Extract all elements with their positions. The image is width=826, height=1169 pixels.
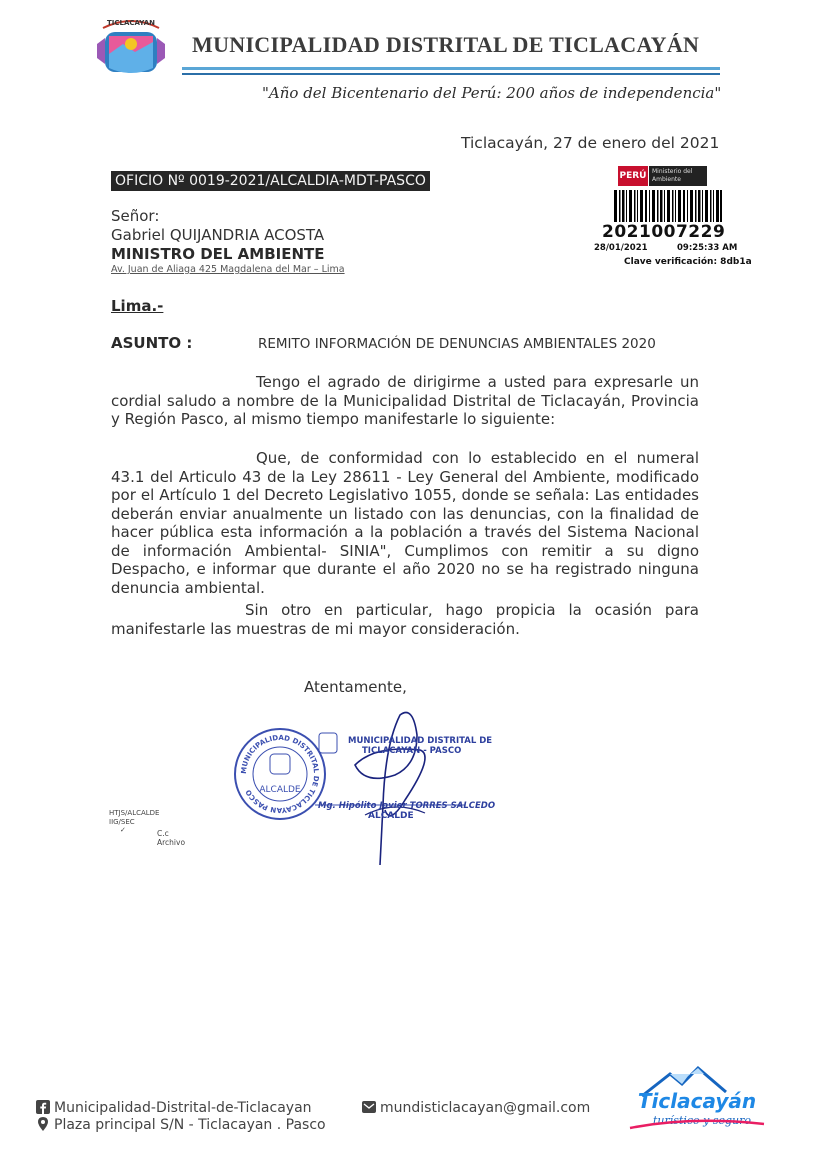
seal-ring-text: MUNICIPALIDAD DISTRITAL DE TICLACAYAN PASCO: [239, 733, 321, 815]
barcode-icon: [614, 190, 722, 222]
registry-number: 2021007229: [602, 222, 726, 242]
signatory-role: ALCALDE: [368, 811, 414, 821]
email-icon: [362, 1100, 376, 1114]
footer-email: [362, 1100, 590, 1116]
greeting: Señor:: [111, 207, 160, 225]
paragraph-closing-text: Sin otro en particular, hago propicia la ocasión para manifestarle las muestras de mi mayor consideración.: [111, 601, 699, 638]
brand-tagline: turístico y seguro: [652, 1114, 752, 1127]
facebook-icon: [36, 1100, 50, 1114]
cc-item: Archivo: [157, 838, 186, 847]
verification-key: Clave verificación: 8db1a: [624, 257, 752, 267]
carbon-copy: [157, 829, 185, 847]
signature-stamp-line2: TICLACAYAN - PASCO: [362, 746, 462, 756]
ministry-logo: Ministerio del Ambiente: [649, 166, 707, 186]
addressee-address: Av. Juan de Aliaga 425 Magdalena del Mar – Lima: [111, 264, 345, 275]
cc-label: C.c: [157, 829, 169, 838]
closing-salutation: Atentamente,: [304, 678, 407, 696]
initials-secretary: IIG/SEC: [109, 818, 135, 826]
paragraph-intro: [111, 373, 699, 429]
oficio-number: OFICIO Nº 0019-2021/ALCALDIA-MDT-PASCO: [111, 171, 430, 191]
header-rule-dark: [182, 73, 720, 75]
letter-date: Ticlacayán, 27 de enero del 2021: [461, 134, 720, 152]
addressee-name: Gabriel QUIJANDRIA ACOSTA: [111, 226, 325, 244]
peru-logo: PERÚ: [618, 166, 648, 186]
subject-label: ASUNTO :: [111, 334, 193, 352]
paragraph-main: [111, 449, 699, 597]
footer-facebook: [36, 1100, 312, 1116]
municipal-crest-logo: [95, 14, 167, 80]
registry-date: 28/01/2021: [594, 243, 648, 253]
header-rule-light: [182, 67, 720, 70]
footer-address-text: Plaza principal S/N - Ticlacayan . Pasco: [54, 1117, 326, 1133]
paragraph-main-text: Que, de conformidad con lo establecido en el numeral 43.1 del Articulo 43 de la Ley 28611 - Ley General del Ambiente, modificado por el Artículo 1 del Decreto Legislativo 1055, donde se señala: Las entidades deberán enviar anualmente un listado con las denuncias, con la finalidad de hacer pública esta información a la población a través del Sistema Nacional de información Ambiental- SINIA", Cumplimos con remitir a su digno Despacho, e informar que durante el año 2020 no se ha registrado ninguna denuncia ambiental.: [111, 449, 699, 597]
addressee-city: Lima.-: [111, 297, 164, 315]
brand-name: Ticlacayán: [637, 1089, 757, 1113]
initials-alcalde: HTJS/ALCALDE: [109, 809, 160, 817]
addressee-title: MINISTRO DEL AMBIENTE: [111, 245, 325, 263]
location-pin-icon: [36, 1117, 50, 1131]
registry-time: 09:25:33 AM: [677, 243, 738, 253]
crest-label: TICLACAYAN: [107, 19, 155, 27]
subject-text: REMITO INFORMACIÓN DE DENUNCIAS AMBIENTALES 2020: [258, 336, 656, 352]
check-icon: ✓: [120, 826, 126, 834]
seal-center-text: ALCALDE: [259, 785, 301, 795]
signature-mark: [305, 705, 475, 870]
footer-email-text: mundisticlacayan@gmail.com: [380, 1100, 591, 1116]
footer-address: [36, 1117, 326, 1133]
signature-stamp-line1: MUNICIPALIDAD DISTRITAL DE: [348, 736, 493, 746]
header-title: MUNICIPALIDAD DISTRITAL DE TICLACAYÁN: [192, 32, 700, 57]
header-motto: "Año del Bicentenario del Perú: 200 años de independencia": [262, 84, 722, 102]
footer-facebook-text: Municipalidad-Distrital-de-Ticlacayan: [54, 1100, 312, 1116]
paragraph-intro-text: Tengo el agrado de dirigirme a usted para expresarle un cordial saludo a nombre de la Municipalidad Distrital de Ticlacayán, Provincia y Región Pasco, al mismo tiempo manifestarle lo siguiente:: [111, 373, 699, 428]
paragraph-closing: [111, 601, 699, 638]
signatory-name: Mg. Hipólito Javier TORRES SALCEDO: [318, 801, 496, 811]
tourism-brand-logo: [622, 1062, 772, 1134]
reference-initials: [109, 809, 159, 827]
